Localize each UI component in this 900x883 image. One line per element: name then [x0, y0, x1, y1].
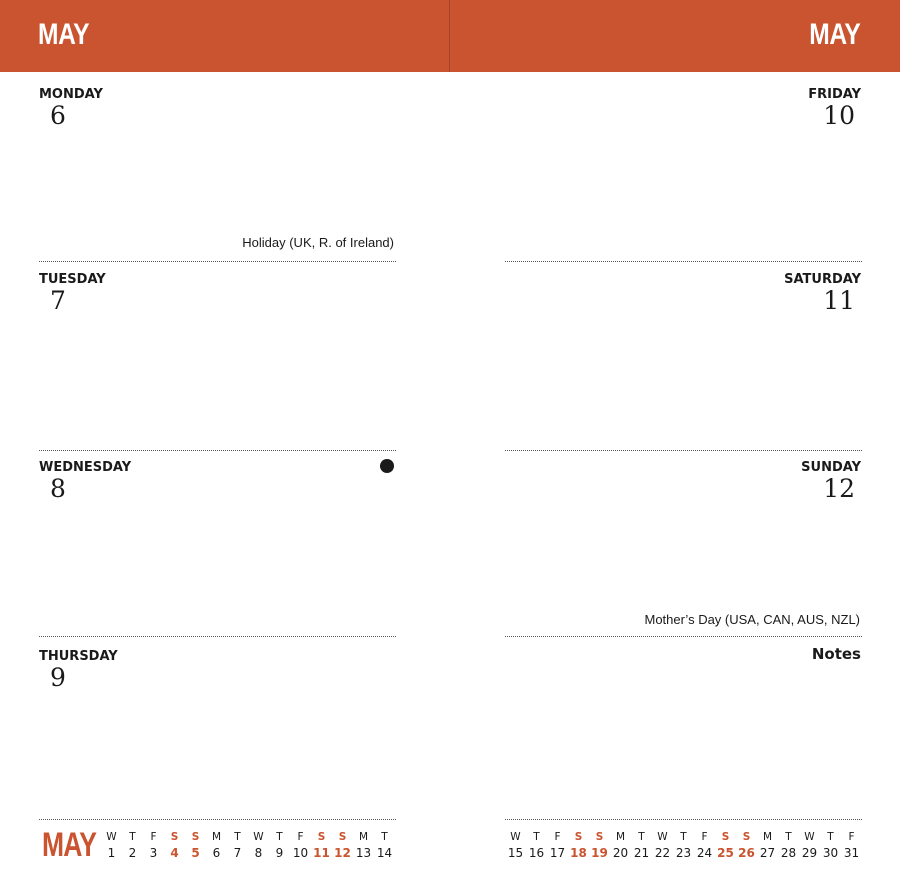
mini-calendar-day — [206, 830, 227, 861]
mini-calendar-weekday-letter: T — [680, 831, 687, 843]
mini-calendar-date: 17 — [549, 846, 566, 860]
mini-calendar-day — [143, 830, 164, 861]
mini-calendar-day — [185, 830, 206, 861]
mini-calendar-weekday-letter: M — [762, 831, 773, 843]
mini-calendar-day — [673, 830, 694, 861]
mini-calendar-date: 7 — [233, 846, 242, 860]
mini-calendar-day — [778, 830, 799, 861]
mini-calendar-left — [101, 830, 395, 861]
day-separator — [505, 450, 862, 451]
mini-calendar-weekday-letter: T — [234, 831, 241, 843]
mini-calendar-weekday-letter: T — [276, 831, 283, 843]
mini-calendar-date: 25 — [717, 846, 734, 860]
mini-calendar-date: 1 — [107, 846, 116, 860]
mini-calendar-date: 26 — [738, 846, 755, 860]
day-number: 12 — [823, 474, 855, 503]
mini-calendar-day — [547, 830, 568, 861]
mini-calendar-day — [568, 830, 589, 861]
mini-calendar-day — [374, 830, 395, 861]
mini-calendar-weekday-letter: T — [381, 831, 388, 843]
mini-calendar-weekday-letter: T — [785, 831, 792, 843]
page-spread-divider — [449, 0, 450, 72]
mini-calendar-weekday-letter: S — [742, 831, 751, 843]
mini-calendar-weekday-letter: S — [338, 831, 347, 843]
mini-calendar-day — [757, 830, 778, 861]
day-number: 10 — [823, 101, 855, 130]
day-number: 8 — [50, 474, 66, 503]
mini-calendar-weekday-letter: S — [317, 831, 326, 843]
mini-calendar-date: 27 — [759, 846, 776, 860]
mini-calendar-date: 21 — [633, 846, 650, 860]
day-name: THURSDAY — [39, 649, 118, 664]
day-number: 9 — [50, 663, 66, 692]
day-separator — [39, 261, 396, 262]
day-separator — [39, 450, 396, 451]
mini-calendar-date: 18 — [570, 846, 587, 860]
day-name: SUNDAY — [801, 460, 861, 475]
mini-calendar-weekday-letter: W — [106, 831, 117, 843]
mini-calendar-date: 20 — [612, 846, 629, 860]
day-number: 7 — [50, 286, 66, 315]
mini-calendar-date: 9 — [275, 846, 284, 860]
mini-calendar-weekday-letter: S — [170, 831, 179, 843]
day-separator — [39, 819, 396, 820]
mini-calendar-weekday-letter: F — [150, 831, 157, 843]
mini-calendar-date: 3 — [149, 846, 158, 860]
mini-calendar-weekday-letter: W — [804, 831, 815, 843]
left-month-title: MAY — [38, 18, 90, 51]
mini-calendar-date: 13 — [355, 846, 372, 860]
mini-calendar-date: 12 — [334, 846, 351, 860]
mini-calendar-weekday-letter: S — [191, 831, 200, 843]
mini-calendar-day — [101, 830, 122, 861]
mini-calendar-date: 29 — [801, 846, 818, 860]
mini-calendar-date: 11 — [313, 846, 330, 860]
mini-calendar-weekday-letter: S — [574, 831, 583, 843]
mini-calendar-date: 8 — [254, 846, 263, 860]
mini-calendar-weekday-letter: M — [211, 831, 222, 843]
mini-calendar-weekday-letter: F — [701, 831, 708, 843]
mini-calendar-weekday-letter: F — [554, 831, 561, 843]
mini-calendar-day — [610, 830, 631, 861]
mini-calendar-day — [652, 830, 673, 861]
mini-calendar-day — [841, 830, 862, 861]
mini-calendar-weekday-letter: T — [129, 831, 136, 843]
mini-calendar-day — [122, 830, 143, 861]
mini-calendar-day — [269, 830, 290, 861]
day-name: FRIDAY — [808, 87, 861, 102]
mini-calendar-weekday-letter: M — [615, 831, 626, 843]
day-separator — [505, 636, 862, 637]
mini-calendar-day — [353, 830, 374, 861]
mini-calendar-day — [820, 830, 841, 861]
mini-calendar-day — [736, 830, 757, 861]
day-separator — [505, 261, 862, 262]
mini-calendar-day — [505, 830, 526, 861]
mini-calendar-day — [589, 830, 610, 861]
mini-calendar-day — [332, 830, 353, 861]
mini-calendar-weekday-letter: W — [657, 831, 668, 843]
mini-calendar-date: 10 — [292, 846, 309, 860]
mini-calendar-day — [227, 830, 248, 861]
mini-calendar-date: 23 — [675, 846, 692, 860]
mini-calendar-day — [290, 830, 311, 861]
mini-calendar-day — [694, 830, 715, 861]
new-moon-icon — [380, 459, 394, 473]
mini-calendar-weekday-letter: S — [595, 831, 604, 843]
holiday-note: Holiday (UK, R. of Ireland) — [242, 235, 394, 250]
day-number: 6 — [50, 101, 66, 130]
mini-calendar-weekday-letter: S — [721, 831, 730, 843]
mini-calendar-day — [311, 830, 332, 861]
mini-calendar-date: 24 — [696, 846, 713, 860]
mini-calendar-weekday-letter: F — [848, 831, 855, 843]
day-separator — [39, 636, 396, 637]
mini-calendar-date: 31 — [843, 846, 860, 860]
month-header-band — [0, 0, 900, 72]
mini-calendar-weekday-letter: W — [253, 831, 264, 843]
mini-calendar-date: 14 — [376, 846, 393, 860]
mini-calendar-date: 2 — [128, 846, 137, 860]
mini-calendar-day — [164, 830, 185, 861]
holiday-note: Mother’s Day (USA, CAN, AUS, NZL) — [644, 612, 860, 627]
right-month-title: MAY — [808, 18, 860, 51]
mini-calendar-date: 19 — [591, 846, 608, 860]
mini-calendar-right — [505, 830, 862, 861]
mini-calendar-day — [715, 830, 736, 861]
mini-calendar-weekday-letter: T — [533, 831, 540, 843]
day-name: SATURDAY — [784, 272, 861, 287]
mini-calendar-date: 5 — [191, 846, 200, 860]
mini-calendar-date: 22 — [654, 846, 671, 860]
mini-calendar-date: 28 — [780, 846, 797, 860]
notes-title: Notes — [811, 645, 861, 663]
day-name: WEDNESDAY — [39, 460, 132, 475]
mini-calendar-weekday-letter: F — [297, 831, 304, 843]
mini-calendar-day — [799, 830, 820, 861]
mini-calendar-month: MAY — [42, 826, 97, 864]
mini-calendar-weekday-letter: T — [638, 831, 645, 843]
day-separator — [505, 819, 862, 820]
mini-calendar-weekday-letter: M — [358, 831, 369, 843]
mini-calendar-weekday-letter: W — [510, 831, 521, 843]
mini-calendar-date: 30 — [822, 846, 839, 860]
mini-calendar-date: 4 — [170, 846, 179, 860]
day-name: TUESDAY — [39, 272, 106, 287]
mini-calendar-day — [631, 830, 652, 861]
mini-calendar-date: 16 — [528, 846, 545, 860]
mini-calendar-day — [526, 830, 547, 861]
mini-calendar-weekday-letter: T — [827, 831, 834, 843]
day-name: MONDAY — [39, 87, 103, 102]
mini-calendar-date: 15 — [507, 846, 524, 860]
day-number: 11 — [823, 286, 855, 315]
mini-calendar-date: 6 — [212, 846, 221, 860]
mini-calendar-day — [248, 830, 269, 861]
